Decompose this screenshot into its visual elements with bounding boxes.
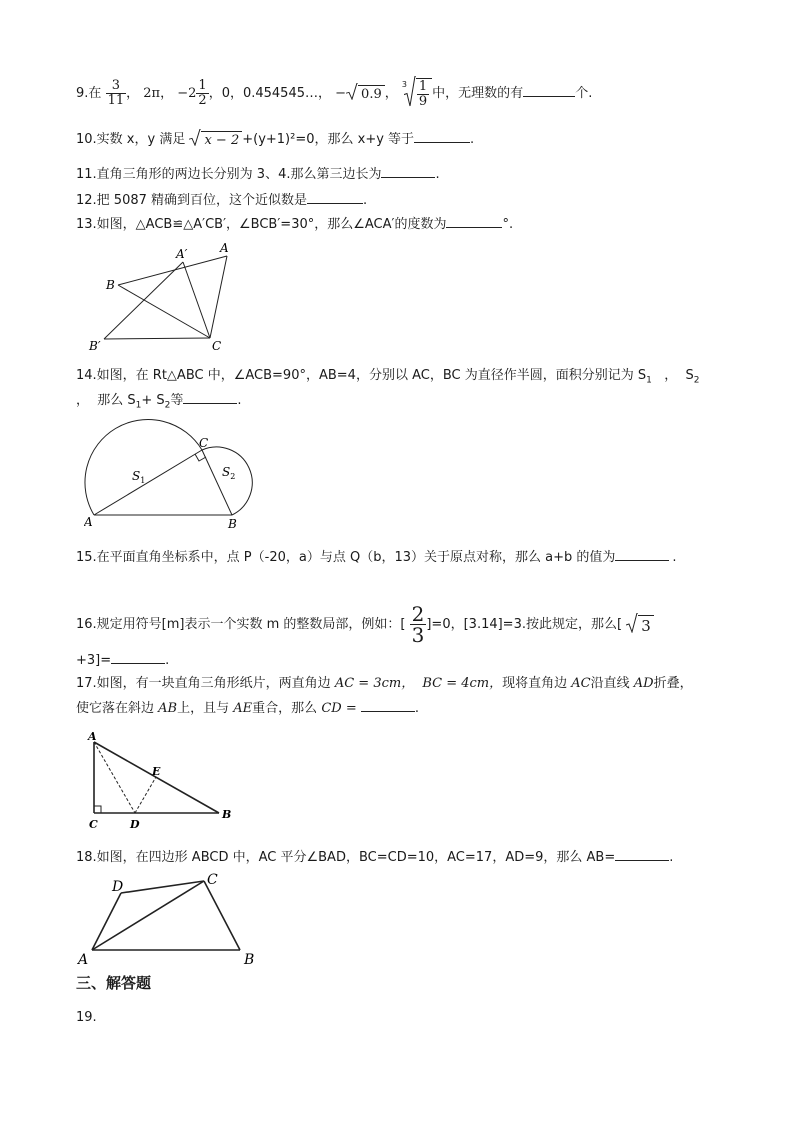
q16-line2: +3]= [76, 653, 112, 668]
question-16 [76, 604, 654, 645]
q17-line2-b: 上，且与 [177, 701, 230, 716]
figure-18 [74, 868, 274, 972]
radicand [416, 78, 432, 109]
question-19: 19. [76, 1010, 97, 1025]
s2-subscript: 2 [164, 400, 171, 411]
q13-text: 13.如图，△ACB≌△A′CB′，∠BCB′=30°，那么∠ACA′的度数为 [76, 217, 447, 232]
frac-den: 2 [198, 93, 207, 108]
radicand: 0.9 [358, 85, 385, 102]
label-D: D [130, 818, 140, 831]
answer-blank-11[interactable] [381, 163, 435, 178]
answer-blank-15[interactable] [615, 546, 669, 561]
sqrt-x-minus-2 [189, 131, 242, 148]
label-B-prime: B′ [89, 339, 101, 353]
label-B: B [228, 517, 237, 531]
question-14 [76, 364, 700, 386]
radical-icon [189, 129, 201, 146]
q16-text-b: ]=0，[3.14]=3.按此规定，那么[ [426, 617, 623, 632]
q16-text: 16.规定用符号[m]表示一个实数 m 的整数局部，例如：[ [76, 617, 406, 632]
segment-CB [204, 881, 240, 950]
frac-num: 2 [411, 602, 425, 626]
question-9 [76, 78, 592, 109]
right-angle-mark [94, 806, 101, 813]
q18-text: 18.如图，在四边形 ABCD 中，AC 平分∠BAD，BC=CD=10，AC=17，AD=9，那么 AB= [76, 850, 616, 865]
root-index: 3 [401, 80, 407, 89]
segment-CB [202, 450, 232, 515]
figure-17 [84, 730, 244, 834]
q17-ae: AE [233, 701, 253, 716]
frac-den: 11 [107, 93, 125, 108]
q13-end: °. [502, 217, 514, 232]
s1-subscript: 1 [135, 400, 142, 411]
q17-bc: BC = 4cm， [422, 676, 503, 691]
q9-list: ，0，0.454545…， [208, 86, 331, 101]
q17-end: . [414, 701, 419, 716]
q17-ad: AD [633, 676, 654, 691]
segment-AC [94, 450, 202, 515]
question-10 [76, 128, 474, 148]
answer-blank-12[interactable] [307, 189, 363, 204]
label-B: B [106, 278, 115, 292]
q9-sep: ， [126, 86, 140, 101]
question-11 [76, 163, 440, 182]
answer-blank-18[interactable] [615, 846, 669, 861]
frac-den: 3 [411, 623, 425, 647]
label-C: C [212, 339, 222, 353]
section-heading: 三、解答题 [76, 974, 152, 992]
q17-ac: AC = 3cm， [334, 676, 415, 691]
q17-text-b: 现将直角边 [502, 676, 568, 691]
segment-AD-dashed [94, 742, 135, 813]
fraction-2-3 [410, 604, 427, 645]
radical-icon [346, 83, 358, 100]
q17-text-d: 折叠， [653, 676, 693, 691]
label-C: C [207, 872, 218, 888]
question-15 [76, 546, 677, 565]
question-14-line2 [76, 389, 242, 411]
answer-blank-14[interactable] [183, 389, 237, 404]
label-A-prime: A′ [176, 247, 188, 261]
q17-cd: CD = [321, 701, 357, 716]
q17-text-a: 17.如图，有一块直角三角形纸片，两直角边 [76, 676, 331, 691]
label-B: B [222, 808, 232, 821]
segment-B1C [104, 338, 210, 339]
label-C: C [89, 818, 98, 831]
question-12 [76, 189, 367, 208]
frac-num: 1 [418, 79, 428, 94]
question-17 [76, 672, 693, 691]
fraction-1-2 [196, 79, 208, 108]
q14-equals: 等 [170, 393, 184, 408]
q9-neg-two: −2 [177, 86, 197, 101]
q9-comma: ， [384, 86, 398, 101]
answer-blank-9[interactable] [523, 82, 575, 97]
q14-line2-a: ， 那么 S [76, 393, 136, 408]
frac-den: 9 [418, 94, 428, 109]
fraction-3-11 [106, 79, 127, 108]
q17-ab: AB [158, 701, 178, 716]
segment-BA [118, 256, 227, 285]
radical-icon [626, 613, 638, 633]
question-16-line2 [76, 649, 169, 668]
q9-2pi: 2π， [143, 86, 174, 101]
answer-blank-13[interactable] [446, 213, 502, 228]
question-17-line2 [76, 697, 419, 716]
radical-icon [401, 76, 416, 107]
segment-AC [210, 256, 227, 338]
frac-num: 1 [198, 78, 207, 93]
q14-mid: ， S [651, 368, 694, 383]
q12-text: 12.把 5087 精确到百位，这个近似数是 [76, 193, 308, 208]
s1-subscript: 1 [646, 375, 652, 386]
q15-text: 15.在平面直角坐标系中，点 P（-20，a）与点 Q（b，13）关于原点对称，那么 a+b 的值为 [76, 550, 616, 565]
figure-13 [84, 238, 244, 356]
s2-subscript: 2 [693, 375, 700, 386]
q12-end: . [363, 193, 368, 208]
radicand: x − 2 [201, 131, 242, 148]
semicircle-S1 [85, 419, 202, 515]
figure-14 [84, 414, 284, 534]
label-S1: $S_1$ [132, 469, 146, 485]
q10-text-b: +(y+1)²=0，那么 x+y 等于 [242, 132, 415, 147]
q11-end: . [435, 167, 440, 182]
label-B: B [244, 952, 255, 968]
q17-text-c: 沿直线 [590, 676, 630, 691]
q17-line2-c: 重合，那么 [252, 701, 318, 716]
label-A: A [220, 241, 229, 255]
q17-ac2: AC [571, 676, 591, 691]
answer-blank-10[interactable] [414, 128, 470, 143]
label-A: A [78, 952, 89, 968]
q9-minus: − [335, 86, 347, 101]
segment-DE-dashed [135, 777, 156, 813]
label-S2: $S_2$ [222, 465, 236, 481]
q9-prefix: 在 [88, 86, 102, 101]
sqrt-3 [626, 615, 654, 635]
answer-blank-17[interactable] [361, 697, 415, 712]
segment-A1C [183, 262, 210, 338]
answer-blank-16[interactable] [111, 649, 165, 664]
segment-DC [121, 881, 204, 893]
label-A: A [84, 515, 93, 529]
segment-A1B1 [104, 262, 183, 339]
question-18 [76, 846, 673, 865]
radicand: 3 [638, 615, 654, 635]
q14-end: . [237, 393, 242, 408]
q16-end: . [165, 653, 170, 668]
q9-end: 个. [575, 86, 593, 101]
question-13 [76, 213, 513, 232]
q10-text: 10.实数 x，y 满足 [76, 132, 186, 147]
q14-line1: 14.如图，在 Rt△ABC 中，∠ACB=90°，AB=4，分别以 AC，BC 为直径作半圆，面积分别记为 S [76, 368, 647, 383]
label-D: D [112, 879, 124, 895]
frac-num: 3 [106, 79, 127, 94]
q10-end: . [470, 132, 475, 147]
label-C: C [199, 436, 209, 450]
sqrt-0-9 [346, 85, 385, 102]
q18-end: . [669, 850, 674, 865]
cube-root-1-9 [402, 78, 432, 109]
q17-line2-a: 使它落在斜边 [76, 701, 155, 716]
q11-text: 11.直角三角形的两边长分别为 3、4.那么第三边长为 [76, 167, 382, 182]
q15-end: . [672, 550, 677, 565]
q9-tail: 中，无理数的有 [432, 86, 524, 101]
label-E: E [152, 765, 161, 778]
q9-number: 9. [76, 86, 89, 101]
q14-plus: + S [141, 393, 165, 408]
label-A: A [88, 730, 97, 743]
